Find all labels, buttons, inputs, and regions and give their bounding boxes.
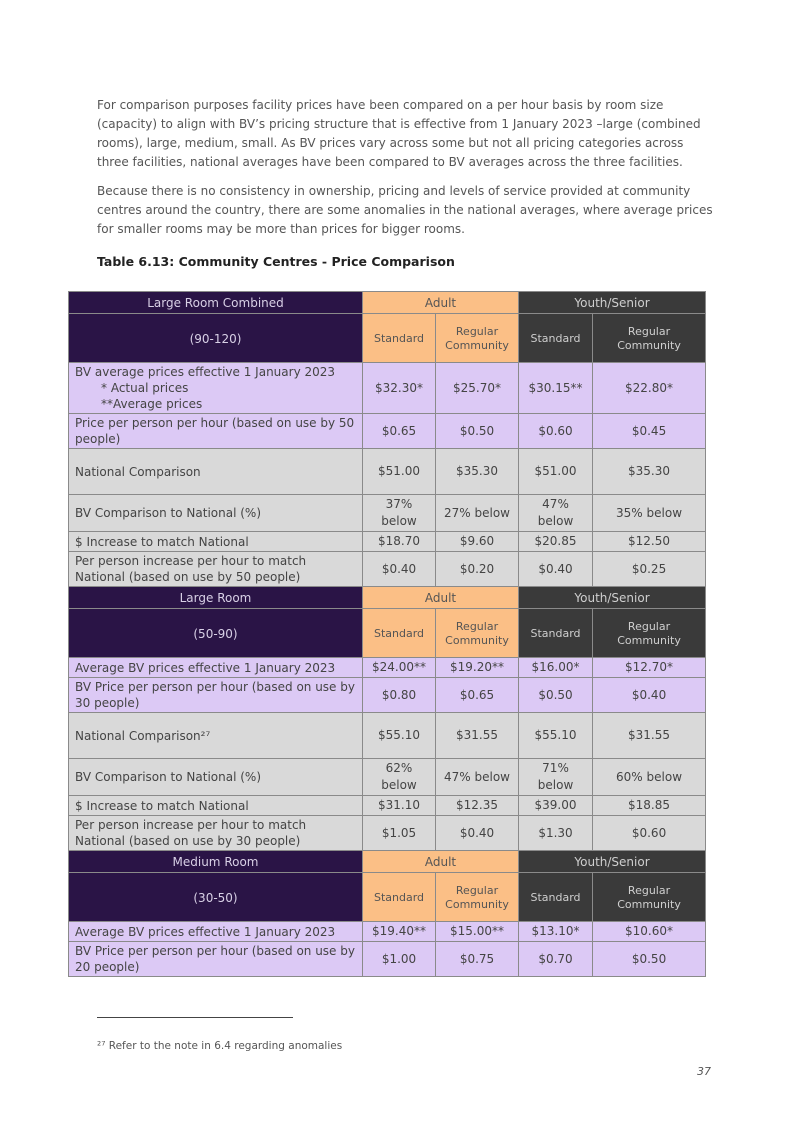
price-cell: 47% below — [519, 495, 593, 532]
price-cell: $0.75 — [436, 942, 519, 977]
row-label — [69, 552, 363, 587]
section-subheader-row — [69, 609, 706, 658]
price-cell: $19.20** — [436, 658, 519, 678]
price-cell: $25.70* — [436, 363, 519, 414]
price-cell: $0.65 — [436, 678, 519, 713]
price-cell: $20.85 — [519, 532, 593, 552]
table-row — [69, 532, 706, 552]
row-label-text: Per person increase per hour to match National (based on use by 50 people) — [75, 554, 307, 584]
adult-regular-header: Regular Community — [436, 314, 519, 363]
price-cell: $35.30 — [593, 449, 706, 495]
price-cell: $22.80* — [593, 363, 706, 414]
price-cell: $15.00** — [436, 922, 519, 942]
room-title: Large Room — [69, 587, 363, 609]
price-comparison-table — [68, 291, 706, 977]
youth-standard-header: Standard — [519, 609, 593, 658]
adult-header: Adult — [363, 292, 519, 314]
row-label-text: BV average prices effective 1 January 2023 — [75, 365, 336, 379]
price-cell: $0.25 — [593, 552, 706, 587]
row-label-note: * Actual prices — [101, 381, 189, 395]
row-label — [69, 414, 363, 449]
footnote-rule — [97, 1017, 293, 1018]
price-cell: 35% below — [593, 495, 706, 532]
row-label — [69, 922, 363, 942]
row-label-text: Average BV prices effective 1 January 2023 — [75, 660, 336, 675]
table-row — [69, 658, 706, 678]
room-capacity: (30-50) — [69, 873, 363, 922]
price-cell: $31.10 — [363, 796, 436, 816]
table-row — [69, 816, 706, 851]
row-label-text: $ Increase to match National — [75, 534, 249, 549]
adult-regular-header: Regular Community — [436, 609, 519, 658]
youth-senior-header: Youth/Senior — [519, 292, 706, 314]
price-cell: $39.00 — [519, 796, 593, 816]
price-cell: $9.60 — [436, 532, 519, 552]
row-label — [69, 532, 363, 552]
adult-regular-header: Regular Community — [436, 873, 519, 922]
youth-senior-header: Youth/Senior — [519, 587, 706, 609]
price-cell: $18.70 — [363, 532, 436, 552]
row-label-text: BV Comparison to National (%) — [75, 770, 261, 784]
price-cell: $55.10 — [363, 713, 436, 759]
price-cell: $0.80 — [363, 678, 436, 713]
youth-senior-header: Youth/Senior — [519, 851, 706, 873]
table-row — [69, 363, 706, 414]
table-row — [69, 678, 706, 713]
adult-standard-header: Standard — [363, 873, 436, 922]
price-cell: $55.10 — [519, 713, 593, 759]
row-label — [69, 713, 363, 759]
room-capacity: (50-90) — [69, 609, 363, 658]
room-title: Large Room Combined — [69, 292, 363, 314]
price-cell: $16.00* — [519, 658, 593, 678]
section-subheader-row — [69, 314, 706, 363]
price-cell: $13.10* — [519, 922, 593, 942]
adult-standard-header: Standard — [363, 609, 436, 658]
price-cell: $51.00 — [363, 449, 436, 495]
room-capacity: (90-120) — [69, 314, 363, 363]
price-cell: $0.40 — [593, 678, 706, 713]
price-cell: $31.55 — [593, 713, 706, 759]
row-label-text: $ Increase to match National — [75, 798, 249, 813]
adult-header: Adult — [363, 851, 519, 873]
price-cell: $0.50 — [436, 414, 519, 449]
row-label — [69, 449, 363, 495]
youth-standard-header: Standard — [519, 314, 593, 363]
price-cell: $35.30 — [436, 449, 519, 495]
price-cell: $0.40 — [519, 552, 593, 587]
price-cell: 60% below — [593, 759, 706, 796]
price-cell: $0.40 — [363, 552, 436, 587]
table-row — [69, 922, 706, 942]
section-header-row — [69, 292, 706, 314]
section-header-row — [69, 587, 706, 609]
row-label — [69, 495, 363, 532]
row-label — [69, 796, 363, 816]
row-label-text: Price per person per hour (based on use by 50 people) — [75, 416, 355, 446]
price-cell: 27% below — [436, 495, 519, 532]
price-cell: $1.00 — [363, 942, 436, 977]
price-cell: 71% below — [519, 759, 593, 796]
price-cell: $0.20 — [436, 552, 519, 587]
table-row — [69, 495, 706, 532]
price-cell: $24.00** — [363, 658, 436, 678]
price-cell: $1.05 — [363, 816, 436, 851]
section-subheader-row — [69, 873, 706, 922]
price-cell: $0.60 — [519, 414, 593, 449]
table-row — [69, 759, 706, 796]
page-number: 37 — [697, 1065, 711, 1078]
intro-paragraph-1: For comparison purposes facility prices have been compared on a per hour basis by room size (capacity) to align with BV’s pricing structure that is effective from 1 January 2023 –large (combined rooms), large, medium, small. As BV prices vary across some but not all pricing categories across three facilities, national averages have been compared to BV averages across the three facilities. — [97, 98, 701, 169]
row-label — [69, 816, 363, 851]
table-row — [69, 796, 706, 816]
price-cell: 62% below — [363, 759, 436, 796]
youth-regular-header: Regular Community — [593, 314, 706, 363]
footnote: ²⁷ Refer to the note in 6.4 regarding anomalies — [97, 1040, 343, 1052]
youth-regular-header: Regular Community — [593, 609, 706, 658]
price-cell: $0.70 — [519, 942, 593, 977]
price-cell: $19.40** — [363, 922, 436, 942]
row-label — [69, 759, 363, 796]
room-title: Medium Room — [69, 851, 363, 873]
section-header-row — [69, 851, 706, 873]
row-label-text: BV Price per person per hour (based on use by 20 people) — [75, 944, 355, 974]
table-caption: Table 6.13: Community Centres - Price Comparison — [97, 254, 455, 269]
youth-regular-header: Regular Community — [593, 873, 706, 922]
price-cell: $12.70* — [593, 658, 706, 678]
price-cell: $32.30* — [363, 363, 436, 414]
table-row — [69, 414, 706, 449]
price-cell: $0.45 — [593, 414, 706, 449]
price-cell: $0.50 — [519, 678, 593, 713]
price-cell: $0.40 — [436, 816, 519, 851]
row-label-text: Per person increase per hour to match National (based on use by 30 people) — [75, 818, 307, 848]
row-label-text: BV Price per person per hour (based on use by 30 people) — [75, 680, 355, 710]
price-cell: $12.50 — [593, 532, 706, 552]
row-label-text: Average BV prices effective 1 January 2023 — [75, 924, 336, 939]
table-row — [69, 713, 706, 759]
price-cell: $31.55 — [436, 713, 519, 759]
adult-standard-header: Standard — [363, 314, 436, 363]
row-label — [69, 942, 363, 977]
row-label — [69, 363, 363, 414]
price-cell: $0.60 — [593, 816, 706, 851]
price-cell: $30.15** — [519, 363, 593, 414]
price-cell: $0.50 — [593, 942, 706, 977]
intro-paragraph-2: Because there is no consistency in ownership, pricing and levels of service provided at community centres around the country, there are some anomalies in the national averages, where average prices for smaller rooms may be more than prices for bigger rooms. — [97, 184, 713, 236]
row-label — [69, 658, 363, 678]
row-label-text: National Comparison — [75, 464, 201, 479]
price-cell: $10.60* — [593, 922, 706, 942]
price-cell: $18.85 — [593, 796, 706, 816]
price-cell: $1.30 — [519, 816, 593, 851]
table-row — [69, 552, 706, 587]
adult-header: Adult — [363, 587, 519, 609]
price-cell: $0.65 — [363, 414, 436, 449]
row-label-text: National Comparison²⁷ — [75, 728, 211, 743]
row-label-text: BV Comparison to National (%) — [75, 506, 261, 520]
youth-standard-header: Standard — [519, 873, 593, 922]
row-label-note: **Average prices — [101, 397, 203, 411]
table-row — [69, 449, 706, 495]
price-cell: $51.00 — [519, 449, 593, 495]
price-cell: 37% below — [363, 495, 436, 532]
price-cell: 47% below — [436, 759, 519, 796]
row-label — [69, 678, 363, 713]
table-row — [69, 942, 706, 977]
price-cell: $12.35 — [436, 796, 519, 816]
